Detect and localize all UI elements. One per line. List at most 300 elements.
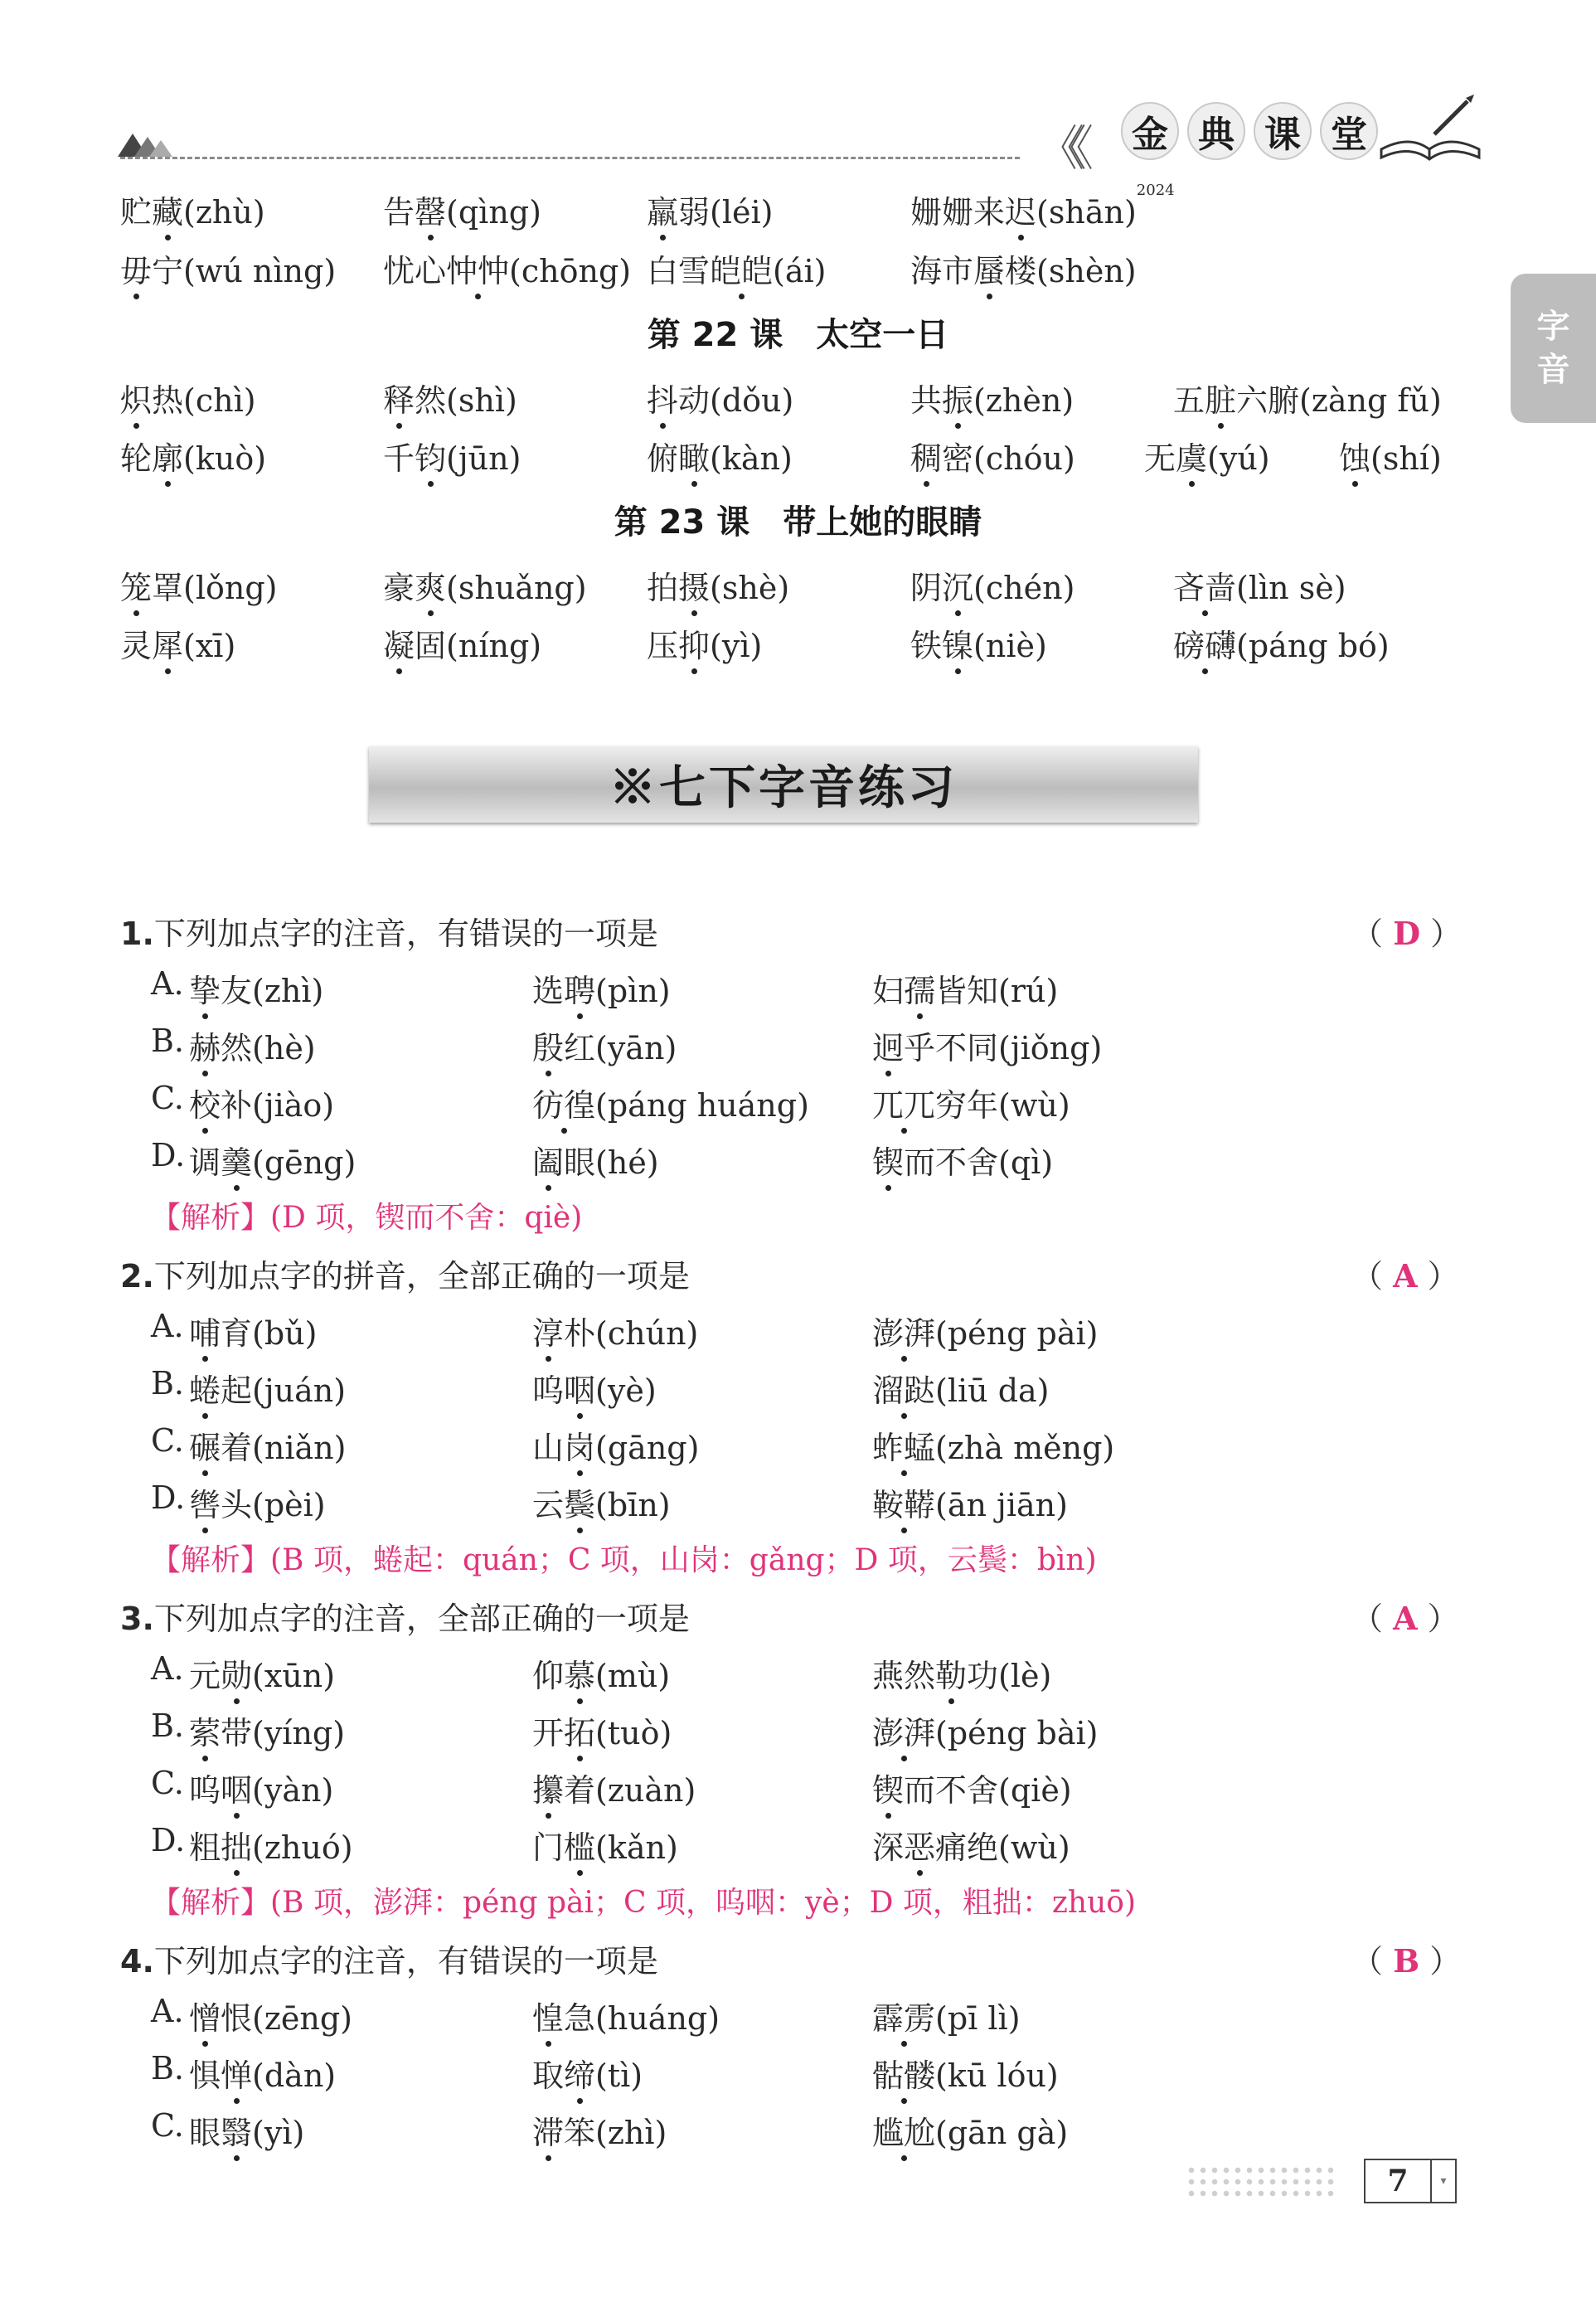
dotted-char: 澎湃	[872, 1308, 935, 1353]
vocab-term	[532, 2107, 667, 2153]
term-text: 灵	[120, 628, 153, 664]
option-label: D.	[151, 1822, 186, 1858]
term-text: 阴	[910, 570, 943, 606]
option-label: D.	[151, 1137, 186, 1173]
dotted-char: 拓	[564, 1707, 595, 1753]
dotted-char: 迥	[872, 1023, 904, 1068]
dotted-char: 忡忡	[446, 245, 509, 291]
dotted-char: 校	[189, 1080, 221, 1125]
vocab-term	[910, 245, 1137, 291]
term-text: (yè)	[595, 1372, 657, 1409]
term-text: 带(yíng)	[221, 1715, 346, 1751]
term-text: 补(jiào)	[221, 1087, 335, 1124]
term-text: (kū lóu)	[935, 2057, 1059, 2094]
term-text: (dàn)	[252, 2057, 337, 2094]
term-text: 友(zhì)	[221, 973, 324, 1009]
page-number: 7	[1387, 2164, 1409, 2198]
dotted-char: 钧	[415, 433, 446, 478]
dotted-char: 挚	[189, 965, 221, 1011]
dotted-char: 哺	[189, 1308, 221, 1353]
term-text: 深	[872, 1829, 905, 1866]
dotted-char: 藏	[152, 187, 183, 232]
dotted-char: 皑皑	[710, 245, 773, 291]
option-label: C.	[151, 1422, 184, 1459]
term-text: 铁	[910, 628, 943, 664]
brand-logo	[1121, 102, 1378, 167]
term-text: 妇	[872, 973, 905, 1009]
term-text: 轮	[120, 440, 153, 477]
header-rule	[120, 157, 1020, 159]
option-label: B.	[151, 1023, 185, 1059]
lesson-title: 第 23 课 带上她的眼睛	[614, 503, 982, 542]
vocab-term	[532, 1080, 809, 1125]
term-text: 宁(wú nìng)	[152, 253, 337, 289]
dotted-char: 虞	[1176, 433, 1207, 478]
dotted-char: 蜷	[189, 1365, 221, 1411]
vocab-term	[189, 1137, 356, 1183]
vocab-term	[189, 1365, 346, 1411]
answer-letter: A	[1393, 1600, 1418, 1637]
vocab-term	[532, 1023, 677, 1068]
term-text: 燕然	[872, 1658, 936, 1694]
dotted-char: 慕	[564, 1650, 595, 1696]
vocab-term	[647, 187, 773, 232]
vocab-term	[189, 1422, 346, 1468]
term-text: 笨(zhì)	[564, 2115, 667, 2151]
term-text: 拍	[647, 570, 679, 606]
dotted-char: 释	[383, 375, 415, 420]
term-text: (bīn)	[595, 1487, 671, 1523]
term-text: 六腑(zàng fǔ)	[1236, 382, 1442, 419]
dotted-char: 赫	[189, 1023, 221, 1068]
term-text: 千	[383, 440, 415, 477]
vocab-term	[120, 187, 265, 232]
question-number: 4.	[120, 1943, 154, 1980]
book-pen-icon	[1376, 91, 1484, 166]
term-text: (chōng)	[509, 253, 632, 289]
dotted-char: 咽	[221, 1765, 252, 1810]
vocab-term	[532, 1365, 657, 1411]
term-text: 动(dǒu)	[678, 382, 794, 419]
term-text: 然(shì)	[415, 382, 517, 419]
dotted-char: 翳	[221, 2107, 252, 2153]
term-text: 罩(lǒng)	[152, 570, 278, 606]
vocab-term	[872, 1650, 1051, 1696]
answer-letter: D	[1393, 915, 1421, 952]
term-text: 眼(hé)	[564, 1144, 659, 1181]
vocab-term	[1339, 433, 1442, 478]
term-text: 门	[532, 1829, 565, 1866]
dotted-char: 攥	[532, 1765, 564, 1810]
vocab-term	[647, 562, 789, 608]
question-number: 3.	[120, 1601, 154, 1637]
vocab-term	[532, 1137, 659, 1183]
vocab-term	[872, 1479, 1068, 1525]
dotted-char: 恶	[904, 1822, 935, 1868]
vocab-term	[189, 1650, 335, 1696]
term-text: 仰	[532, 1658, 565, 1694]
side-tab-char: 音	[1536, 350, 1570, 389]
term-text: (zhù)	[183, 194, 265, 231]
vocab-term	[189, 965, 323, 1011]
brand-character: 课	[1254, 102, 1312, 160]
vocab-term	[872, 1137, 1053, 1183]
term-text: (tì)	[595, 2057, 643, 2094]
dotted-char: 勒	[935, 1650, 967, 1696]
term-text: 眼	[189, 2115, 221, 2151]
dotted-char: 澎湃	[872, 1707, 935, 1753]
question-stem-text	[120, 1251, 690, 1296]
dotted-char: 爽	[415, 562, 446, 608]
option-label: C.	[151, 1765, 184, 1801]
vocab-term	[189, 1765, 333, 1810]
term-text: 着(zuàn)	[564, 1772, 696, 1809]
term-text: (shān)	[1036, 194, 1137, 231]
term-text: 白雪	[647, 253, 711, 289]
term-text: 云	[532, 1487, 565, 1523]
brand-character: 金	[1121, 102, 1179, 160]
dotted-char: 溜跶	[872, 1365, 935, 1411]
vocab-term	[872, 2050, 1059, 2096]
term-text: 弱(léi)	[678, 194, 774, 231]
term-text: (gēng)	[252, 1144, 357, 1181]
section-title-banner	[369, 746, 1198, 823]
vocab-term	[383, 620, 541, 666]
dotted-char: 碾	[189, 1422, 221, 1468]
vocab-term	[120, 375, 256, 420]
vocab-term	[872, 1422, 1114, 1468]
dotted-char: 鬓	[564, 1479, 595, 1525]
dotted-char: 吝啬	[1173, 562, 1236, 608]
vocab-term	[383, 187, 541, 232]
dotted-char: 辔	[189, 1479, 221, 1525]
option-label: C.	[151, 2107, 184, 2144]
vocab-term	[647, 433, 793, 478]
dotted-char: 勋	[221, 1650, 252, 1696]
dotted-char: 尴尬	[872, 2107, 935, 2153]
dotted-char: 彷徨	[532, 1080, 595, 1125]
term-text: 而不舍(qiè)	[904, 1772, 1072, 1809]
term-text: 告	[383, 194, 415, 231]
dotted-char: 羸	[647, 187, 678, 232]
term-text: (shuǎng)	[446, 570, 587, 606]
term-text: (pī lì)	[935, 2000, 1021, 2037]
dotted-char: 兀兀	[872, 1080, 935, 1125]
term-text: (kuò)	[183, 440, 267, 477]
answer-letter: B	[1393, 1942, 1420, 1980]
vocab-term	[910, 433, 1075, 478]
dotted-char: 淳	[532, 1308, 564, 1353]
vocab-term	[189, 1023, 316, 1068]
vocab-term	[872, 1993, 1021, 2038]
dotted-char: 磅礴	[1173, 620, 1236, 666]
section-title: ※七下字音练习	[609, 760, 958, 815]
term-text: (yàn)	[252, 1772, 334, 1809]
vocab-term	[120, 433, 266, 478]
dotted-char: 咽	[564, 1365, 595, 1411]
term-text: 皆知(rú)	[935, 973, 1059, 1009]
vocab-term	[1173, 562, 1346, 608]
double-chevron-icon: 《《	[1036, 120, 1079, 177]
term-text: (gāng)	[595, 1430, 700, 1466]
question-stem-text	[120, 908, 658, 954]
dotted-char: 迟	[1005, 187, 1036, 232]
question-text: 下列加点字的注音，有错误的一项是	[153, 1943, 658, 1980]
term-text: 山	[532, 1430, 565, 1466]
vocab-term	[189, 1479, 326, 1525]
page-number-box	[1364, 2159, 1457, 2203]
vocab-term	[120, 245, 336, 291]
dotted-char: 惶	[532, 1993, 564, 2038]
question-number: 2.	[120, 1258, 154, 1295]
analysis-note: 【解析】(D 项，锲而不舍：qiè)	[151, 1201, 583, 1235]
question-text: 下列加点字的注音，全部正确的一项是	[153, 1601, 690, 1637]
dotted-char: 镍	[942, 620, 973, 666]
vocab-term	[872, 1707, 1099, 1753]
answer-letter: A	[1393, 1257, 1418, 1295]
dotted-char: 毋	[120, 245, 152, 291]
page-arrow-icon: ▾	[1440, 2174, 1447, 2188]
term-text: 固(níng)	[415, 628, 542, 664]
vocab-term	[383, 433, 521, 478]
side-tab-char: 字	[1536, 307, 1570, 346]
dotted-char: 滞	[532, 2107, 564, 2153]
vocab-term	[872, 1308, 1099, 1353]
vocab-term	[910, 620, 1047, 666]
dotted-char: 廓	[152, 433, 183, 478]
term-text: (tuò)	[595, 1715, 672, 1751]
analysis-note: 【解析】(B 项，蜷起：quán；C 项，山岗：gǎng；D 项，云鬓：bìn)	[151, 1543, 1097, 1577]
vocab-term	[532, 1993, 720, 2038]
term-text: 穷年(wù)	[935, 1087, 1070, 1124]
vocab-term	[532, 1422, 699, 1468]
dotted-char: 拙	[221, 1822, 252, 1868]
term-text: (páng bó)	[1236, 628, 1390, 664]
term-text: (yì)	[710, 628, 763, 664]
term-text: (qìng)	[446, 194, 541, 231]
term-text: 调	[189, 1144, 221, 1181]
dotted-char: 蚱蜢	[872, 1422, 935, 1468]
analysis-note: 【解析】(B 项，澎湃：péng pài；C 项，呜咽：yè；D 项，粗拙：zhuō)	[151, 1886, 1136, 1920]
vocab-term	[910, 375, 1074, 420]
vocab-term	[872, 2107, 1068, 2153]
dotted-char: 槛	[564, 1822, 595, 1868]
term-text: 开	[532, 1715, 565, 1751]
vocab-term	[647, 375, 793, 420]
term-text: 热(chì)	[152, 382, 256, 419]
option-label: B.	[151, 1707, 185, 1744]
dotted-char: 瞰	[678, 433, 710, 478]
term-text: 育(bǔ)	[221, 1315, 318, 1352]
footer-dot-pattern	[1186, 2164, 1335, 2199]
vocab-term	[383, 562, 587, 608]
term-text: 功(lè)	[967, 1658, 1052, 1694]
term-text: 恨(zēng)	[221, 2000, 352, 2037]
term-text: 着(niǎn)	[221, 1430, 347, 1466]
term-text: 压	[647, 628, 679, 664]
vocab-term	[120, 562, 278, 608]
term-text: 忧心	[383, 253, 447, 289]
vocab-term	[189, 1308, 317, 1353]
brand-character: 典	[1187, 102, 1245, 160]
question-text: 下列加点字的拼音，全部正确的一项是	[153, 1258, 690, 1295]
dotted-char: 锲	[872, 1137, 904, 1183]
term-text: (liū da)	[935, 1372, 1050, 1409]
vocab-term	[189, 1993, 352, 2038]
dotted-char: 锲	[872, 1765, 904, 1810]
vocab-term	[872, 1822, 1070, 1868]
vocab-term	[910, 562, 1075, 608]
term-text: (niè)	[973, 628, 1047, 664]
vocab-term	[532, 2050, 643, 2096]
option-label: C.	[151, 1080, 184, 1116]
term-text: 呜	[532, 1372, 565, 1409]
answer-bracket: （ A ）	[1351, 1600, 1459, 1637]
term-text: (yú)	[1207, 440, 1270, 477]
term-text: 呜	[189, 1772, 221, 1809]
dotted-char: 蚀	[1339, 433, 1370, 478]
vocab-term	[189, 1707, 345, 1753]
term-text: 楼(shèn)	[1005, 253, 1137, 289]
term-text: (mù)	[595, 1658, 671, 1694]
term-text: 取	[532, 2057, 565, 2094]
option-label: D.	[151, 1479, 186, 1516]
term-text: 头(pèi)	[221, 1487, 326, 1523]
question-stem-text	[120, 1936, 658, 1981]
dotted-char: 沉	[942, 562, 973, 608]
term-text: 而不舍(qì)	[904, 1144, 1054, 1181]
dotted-char: 羹	[221, 1137, 252, 1183]
dotted-char: 阖	[532, 1137, 564, 1183]
term-text: 豪	[383, 570, 415, 606]
dotted-char: 鞍鞯	[872, 1479, 935, 1525]
term-text: 然(hè)	[221, 1030, 316, 1066]
term-text: 俯	[647, 440, 679, 477]
answer-bracket: （ D ）	[1351, 915, 1463, 952]
vocab-term	[872, 1365, 1050, 1411]
vocab-term	[189, 1080, 334, 1125]
vocab-term	[647, 620, 762, 666]
term-text: 红(yān)	[564, 1030, 677, 1066]
vocab-term	[189, 2050, 336, 2096]
term-text: (chén)	[973, 570, 1075, 606]
term-text: 乎不同(jiǒng)	[904, 1030, 1103, 1066]
vocab-term	[532, 1707, 672, 1753]
vocab-term	[910, 182, 1175, 232]
term-text: (xī)	[183, 628, 236, 664]
dotted-char: 振	[942, 375, 973, 420]
dotted-char: 缔	[564, 2050, 595, 2096]
term-text: (páng huáng)	[595, 1087, 809, 1124]
term-text: 急(huáng)	[564, 2000, 720, 2037]
term-text: 姗姗来	[910, 194, 1006, 231]
term-text: 共	[910, 382, 943, 419]
vocab-term	[120, 620, 235, 666]
dotted-char: 罄	[415, 187, 446, 232]
dotted-char: 殷	[532, 1023, 564, 1068]
question-number: 1.	[120, 916, 154, 952]
dotted-char: 惮	[221, 2050, 252, 2096]
vocab-term	[872, 965, 1058, 1011]
vocab-term	[1144, 433, 1270, 478]
vocab-term	[189, 2107, 304, 2153]
term-text: 五	[1173, 382, 1205, 419]
dotted-char: 炽	[120, 375, 152, 420]
option-label: A.	[151, 965, 184, 1002]
term-text: 海市	[910, 253, 974, 289]
term-text: 起(juán)	[221, 1372, 347, 1409]
lesson-title: 第 22 课 太空一日	[647, 316, 949, 354]
term-text: (zhuó)	[252, 1829, 353, 1866]
term-text: (shí)	[1370, 440, 1442, 477]
dotted-char: 犀	[152, 620, 183, 666]
dotted-char: 霹雳	[872, 1993, 935, 2038]
dotted-char: 稠	[910, 433, 942, 478]
vocab-term	[532, 1650, 670, 1696]
vocab-term	[532, 1765, 696, 1810]
dotted-char: 抑	[678, 620, 710, 666]
term-text: 元	[189, 1658, 221, 1694]
term-text: (ān jiān)	[935, 1487, 1068, 1523]
term-text: (shè)	[710, 570, 790, 606]
brand-character: 堂	[1320, 102, 1378, 160]
dotted-char: 憎	[189, 1993, 221, 2038]
dotted-char: 蜃	[973, 245, 1005, 291]
question-stem-text	[120, 1593, 690, 1639]
term-text: (yì)	[252, 2115, 305, 2151]
option-label: B.	[151, 2050, 185, 2086]
term-text: 惧	[189, 2057, 221, 2094]
vocab-term	[189, 1822, 353, 1868]
vocab-term	[1173, 620, 1390, 666]
term-text: (péng pài)	[935, 1315, 1099, 1352]
header-triangle-ornament	[116, 129, 174, 158]
term-text: (zhà měng)	[935, 1430, 1115, 1466]
dotted-char: 凝	[383, 620, 415, 666]
term-text: (ái)	[773, 253, 827, 289]
option-label: A.	[151, 1993, 184, 2029]
term-text: 朴(chún)	[564, 1315, 699, 1352]
term-text: 粗	[189, 1829, 221, 1866]
option-label: A.	[151, 1308, 184, 1344]
option-label: B.	[151, 1365, 185, 1401]
term-text: 痛绝(wù)	[935, 1829, 1070, 1866]
option-label: A.	[151, 1650, 184, 1687]
vocab-term	[872, 1080, 1070, 1125]
vocab-term	[532, 1308, 698, 1353]
term-text: 无	[1144, 440, 1176, 477]
vocab-term	[383, 245, 631, 291]
question-text: 下列加点字的注音，有错误的一项是	[153, 916, 658, 952]
vocab-term	[383, 375, 517, 420]
term-text: (gān gà)	[935, 2115, 1069, 2151]
term-text: (pìn)	[595, 973, 671, 1009]
dotted-char: 抖	[647, 375, 678, 420]
dotted-char: 摄	[678, 562, 710, 608]
term-text: (zhèn)	[973, 382, 1075, 419]
term-text: (xūn)	[252, 1658, 336, 1694]
vocab-term	[872, 1023, 1102, 1068]
answer-bracket: （ A ）	[1351, 1257, 1459, 1295]
term-text: 密(chóu)	[942, 440, 1075, 477]
answer-bracket: （ B ）	[1351, 1942, 1462, 1980]
vocab-term	[1173, 375, 1442, 420]
dotted-char: 萦	[189, 1707, 221, 1753]
vocab-term	[647, 245, 827, 291]
dotted-char: 孺	[904, 965, 935, 1011]
dotted-char: 笼	[120, 562, 152, 608]
vocab-term	[532, 1479, 671, 1525]
